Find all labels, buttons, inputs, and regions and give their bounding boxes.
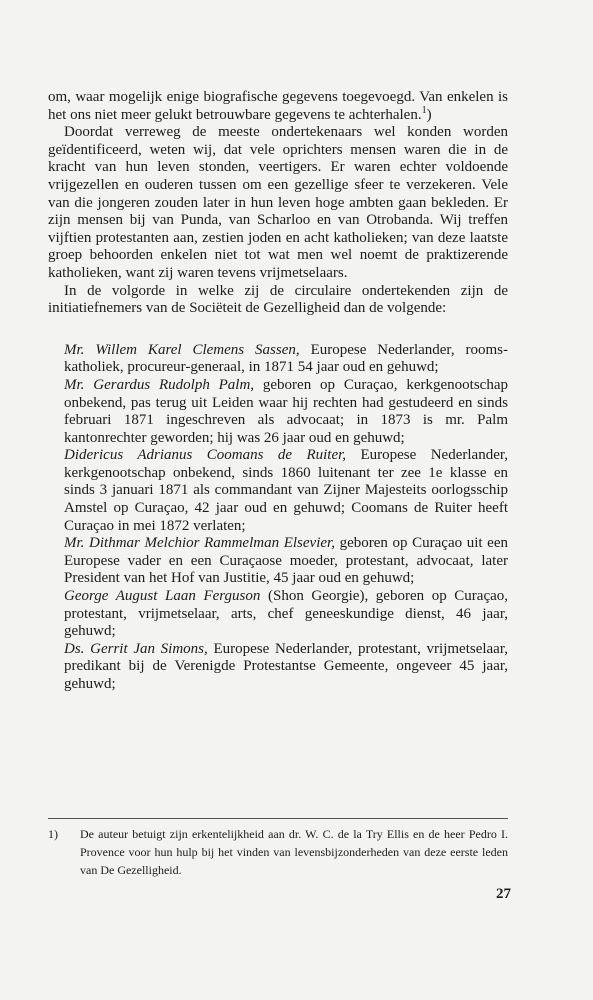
founder-name: Mr. Willem Karel Clemens Sassen, <box>64 341 300 358</box>
footnote <box>48 825 508 879</box>
founder-entry <box>48 641 508 694</box>
paragraph-3: In de volgorde in welke zij de circulaire ondertekenden zijn de initiatiefnemers van de Sociëteit de Gezelligheid dan de volgende: <box>48 282 508 317</box>
founder-details: (Shon Georgie), geboren op Curaçao, protestant, vrijmetselaar, arts, chef geneeskundige dienst, 46 jaar, gehuwd; <box>64 588 509 640</box>
founder-details: geboren op Curaçao uit een Europese vader en een Curaçaose moeder, protestant, advocaat, later President van het Hof van Justitie, 45 jaar oud en gehuwd; <box>64 535 508 587</box>
founder-name: Mr. Dithmar Melchior Rammelman Elsevier, <box>64 535 335 552</box>
body-text <box>48 89 508 694</box>
founder-details: Europese Nederlander, protestant, vrijmetselaar, predikant bij de Verenigde Protestantse Gemeente, ongeveer 45 jaar, gehuwd; <box>64 640 508 692</box>
founder-name: Ds. Gerrit Jan Simons, <box>64 640 208 657</box>
paragraph-2: Doordat verreweg de meeste ondertekenaars wel konden worden geïdentificeerd, weten wij, dat vele oprichters mensen waren die in de kracht van hun leven stonden, veertigers. Er waren echter voldoende vrijgezellen en ouderen tussen om een gezellige sfeer te verzekeren. Vele van die jongeren zouden later in hun leven hoge ambten gaan bekleden. Er zijn mensen bij van Punda, van Scharloo en van Otrobanda. Wij treffen vijftien protestanten aan, zestien joden en acht katholieken; van deze laatste groep behoorden enkelen niet tot wat men wel noemt de praktizerende katholieken, want zij waren tevens vrijmetselaars. <box>48 124 508 281</box>
founder-entry <box>48 447 508 535</box>
footnote-marker: 1) <box>48 827 58 841</box>
founder-name: George August Laan Ferguson <box>64 588 261 605</box>
footnote-divider <box>48 818 508 819</box>
founder-entry <box>48 342 508 377</box>
founder-name: Didericus Adrianus Coomans de Ruiter, <box>64 447 347 464</box>
founder-entry <box>48 535 508 588</box>
footnote-text: De auteur betuigt zijn erkentelijkheid aan dr. W. C. de la Try Ellis en de heer Pedro I. Provence voor hun hulp bij het vinden van levensbijzonderheden van deze eerste leden van De Gezelligheid. <box>80 827 508 877</box>
founder-entry <box>48 377 508 447</box>
founder-details: Europese Nederlander, kerkgenootschap onbekend, sinds 1860 luitenant ter zee 1e klasse en sinds 3 januari 1871 als commandant van Zijner Majesteits oorlogsschip Amstel op Curaçao, 42 jaar oud en gehuwd; Coomans de Ruiter heeft Curaçao in mei 1872 verlaten; <box>64 447 508 534</box>
founder-details: geboren op Curaçao, kerkgenootschap onbekend, pas terug uit Leiden waar hij rechten had gestudeerd en sinds februari 1871 ingeschreven als advocaat; in 1873 is mr. Palm kantonrechter geworden; hij was 26 jaar oud en gehuwd; <box>64 376 508 446</box>
founder-entry <box>48 588 508 641</box>
page-number: 27 <box>496 886 511 902</box>
founders-list <box>48 342 508 694</box>
founder-name: Mr. Gerardus Rudolph Palm, <box>64 376 255 393</box>
footnote-reference: 1 <box>421 104 427 116</box>
paragraph-1: om, waar mogelijk enige biografische gegevens toegevoegd. Van enkelen is het ons niet meer gelukt betrouwbare gegevens te achterhalen.$^1$) <box>48 89 508 123</box>
founder-details: Europese Nederlander, rooms-katholiek, procureur-generaal, in 1871 54 jaar oud en gehuwd; <box>64 341 508 376</box>
